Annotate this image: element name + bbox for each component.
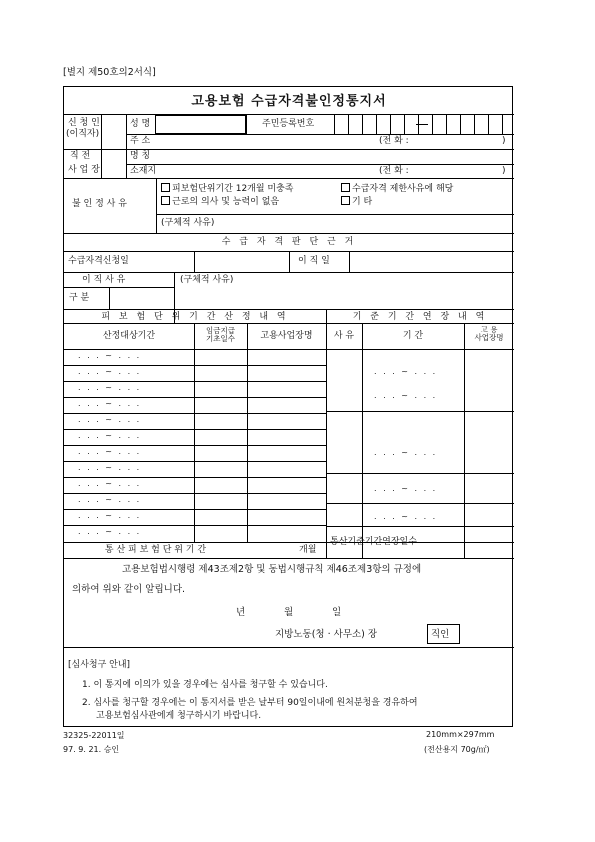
leave-reason-label: 이 직 사 유 (82, 275, 126, 285)
footer-size: 210mm×297mm (426, 730, 495, 739)
category-label: 구 분 (69, 293, 90, 303)
checkbox-icon[interactable] (341, 196, 350, 205)
company-name-label: 명 칭 (130, 151, 151, 161)
period-row: . . . ~ . . . (78, 415, 142, 424)
ext-col-period-header: 기 간 (402, 331, 424, 341)
col-wage-days-header: 임금지급 기초일수 (206, 326, 235, 343)
reason-option-3-text: 근로의 의사 및 능력이 없음 (172, 197, 280, 207)
reason-specific: (구체적 사유) (161, 218, 215, 228)
official-seal: 직인 (431, 629, 450, 640)
notice-line-1: 고용보험법시행령 제43조제2항 및 동법시행규칙 제46조제3항의 규정에 (122, 564, 422, 575)
notice-year: 년 (236, 607, 246, 618)
employer-sublabel: 사 업 장 (68, 165, 100, 175)
leave-date-label: 이 직 일 (298, 256, 330, 266)
reason-option-2[interactable] (341, 183, 453, 194)
form-label: [별지 제50호의2서식] (63, 67, 156, 78)
extension-row: . . . ~ . . . (374, 448, 438, 457)
period-row: . . . ~ . . . (78, 351, 142, 360)
reason-option-1[interactable] (161, 183, 294, 194)
extension-row: . . . ~ . . . (374, 367, 438, 376)
employer-label: 직 전 (70, 151, 91, 161)
name-label: 성 명 (130, 119, 151, 129)
col-workplace-header: 고용사업장명 (260, 331, 313, 341)
review-guide-item-2-cont: 고용보험심사관에게 청구하시기 바랍니다. (96, 711, 262, 721)
extension-row: . . . ~ . . . (374, 512, 438, 521)
period-row: . . . ~ . . . (78, 431, 142, 440)
notice-month: 월 (284, 607, 294, 618)
checkbox-icon[interactable] (161, 196, 170, 205)
footer-approval: 97. 9. 21. 승인 (63, 745, 120, 754)
reason-option-3[interactable] (161, 196, 279, 207)
leave-reason-value: (구체적 사유) (180, 275, 234, 285)
reason-option-4-text: 기 타 (352, 197, 373, 207)
applicant-label: 신 청 인 (68, 118, 100, 128)
employer-phone-close: ) (502, 166, 506, 176)
review-guide-item-2: 2. 심사를 청구할 경우에는 이 통지서를 받은 날부터 90일이내에 원처분청을 경유하여 (82, 698, 418, 708)
insured-total-label: 통 산 피 보 험 단 위 기 간 (104, 545, 207, 555)
apply-date-label: 수급자격신청일 (68, 256, 129, 266)
notice-office: 지방노동(청 · 사무소) 장 (275, 629, 378, 640)
applicant-sublabel: (이직자) (66, 129, 100, 139)
period-row: . . . ~ . . . (78, 367, 142, 376)
form-frame (63, 86, 513, 727)
notice-line-2: 의하여 위와 같이 알립니다. (72, 584, 186, 595)
reason-option-1-text: 피보험단위기간 12개월 미충족 (172, 184, 294, 194)
name-field[interactable] (155, 115, 246, 134)
period-row: . . . ~ . . . (78, 383, 142, 392)
extension-row: . . . ~ . . . (374, 391, 438, 400)
period-row: . . . ~ . . . (78, 527, 142, 536)
footer-code: 32325-22011일 (63, 731, 125, 740)
period-row: . . . ~ . . . (78, 511, 142, 520)
applicant-phone-close: ) (502, 136, 506, 146)
period-row: . . . ~ . . . (78, 399, 142, 408)
period-row: . . . ~ . . . (78, 463, 142, 472)
col-period-header: 산정대상기간 (102, 331, 156, 341)
address-label: 주 소 (130, 136, 151, 146)
review-guide-header: [심사청구 안내] (68, 660, 131, 670)
ext-col-workplace-header: 고 용 사업장명 (474, 325, 504, 342)
period-row: . . . ~ . . . (78, 479, 142, 488)
reasons-label: 불 인 정 사 유 (72, 199, 127, 209)
reason-option-4[interactable] (341, 196, 372, 207)
company-location-label: 소재지 (130, 166, 157, 176)
employer-phone-label: (전 화 : (379, 166, 409, 176)
extension-total-label: 통산기준기간연장일수 (330, 537, 417, 547)
review-guide-item-1: 1. 이 통지에 이의가 있을 경우에는 심사를 청구할 수 있습니다. (82, 680, 328, 690)
period-row: . . . ~ . . . (78, 495, 142, 504)
period-row: . . . ~ . . . (78, 447, 142, 456)
ext-col-reason-header: 사 유 (333, 331, 355, 341)
extension-row: . . . ~ . . . (374, 484, 438, 493)
applicant-phone-label: (전 화 : (379, 136, 409, 146)
basis-header: 수 급 자 격 판 단 근 거 (221, 237, 357, 247)
checkbox-icon[interactable] (341, 183, 350, 192)
footer-paper: (전산용지 70g/㎡) (424, 745, 490, 754)
checkbox-icon[interactable] (161, 183, 170, 192)
insured-total-unit: 개월 (299, 545, 317, 555)
form-title: 고용보험 수급자격불인정통지서 (191, 94, 387, 109)
extension-header: 기 준 기 간 연 장 내 역 (352, 312, 488, 322)
notice-day: 일 (332, 607, 342, 618)
insured-period-header: 피 보 험 단 위 기 간 산 정 내 역 (101, 312, 289, 322)
reason-option-2-text: 수급자격 제한사유에 해당 (352, 184, 454, 194)
rrn-label: 주민등록번호 (262, 119, 315, 129)
